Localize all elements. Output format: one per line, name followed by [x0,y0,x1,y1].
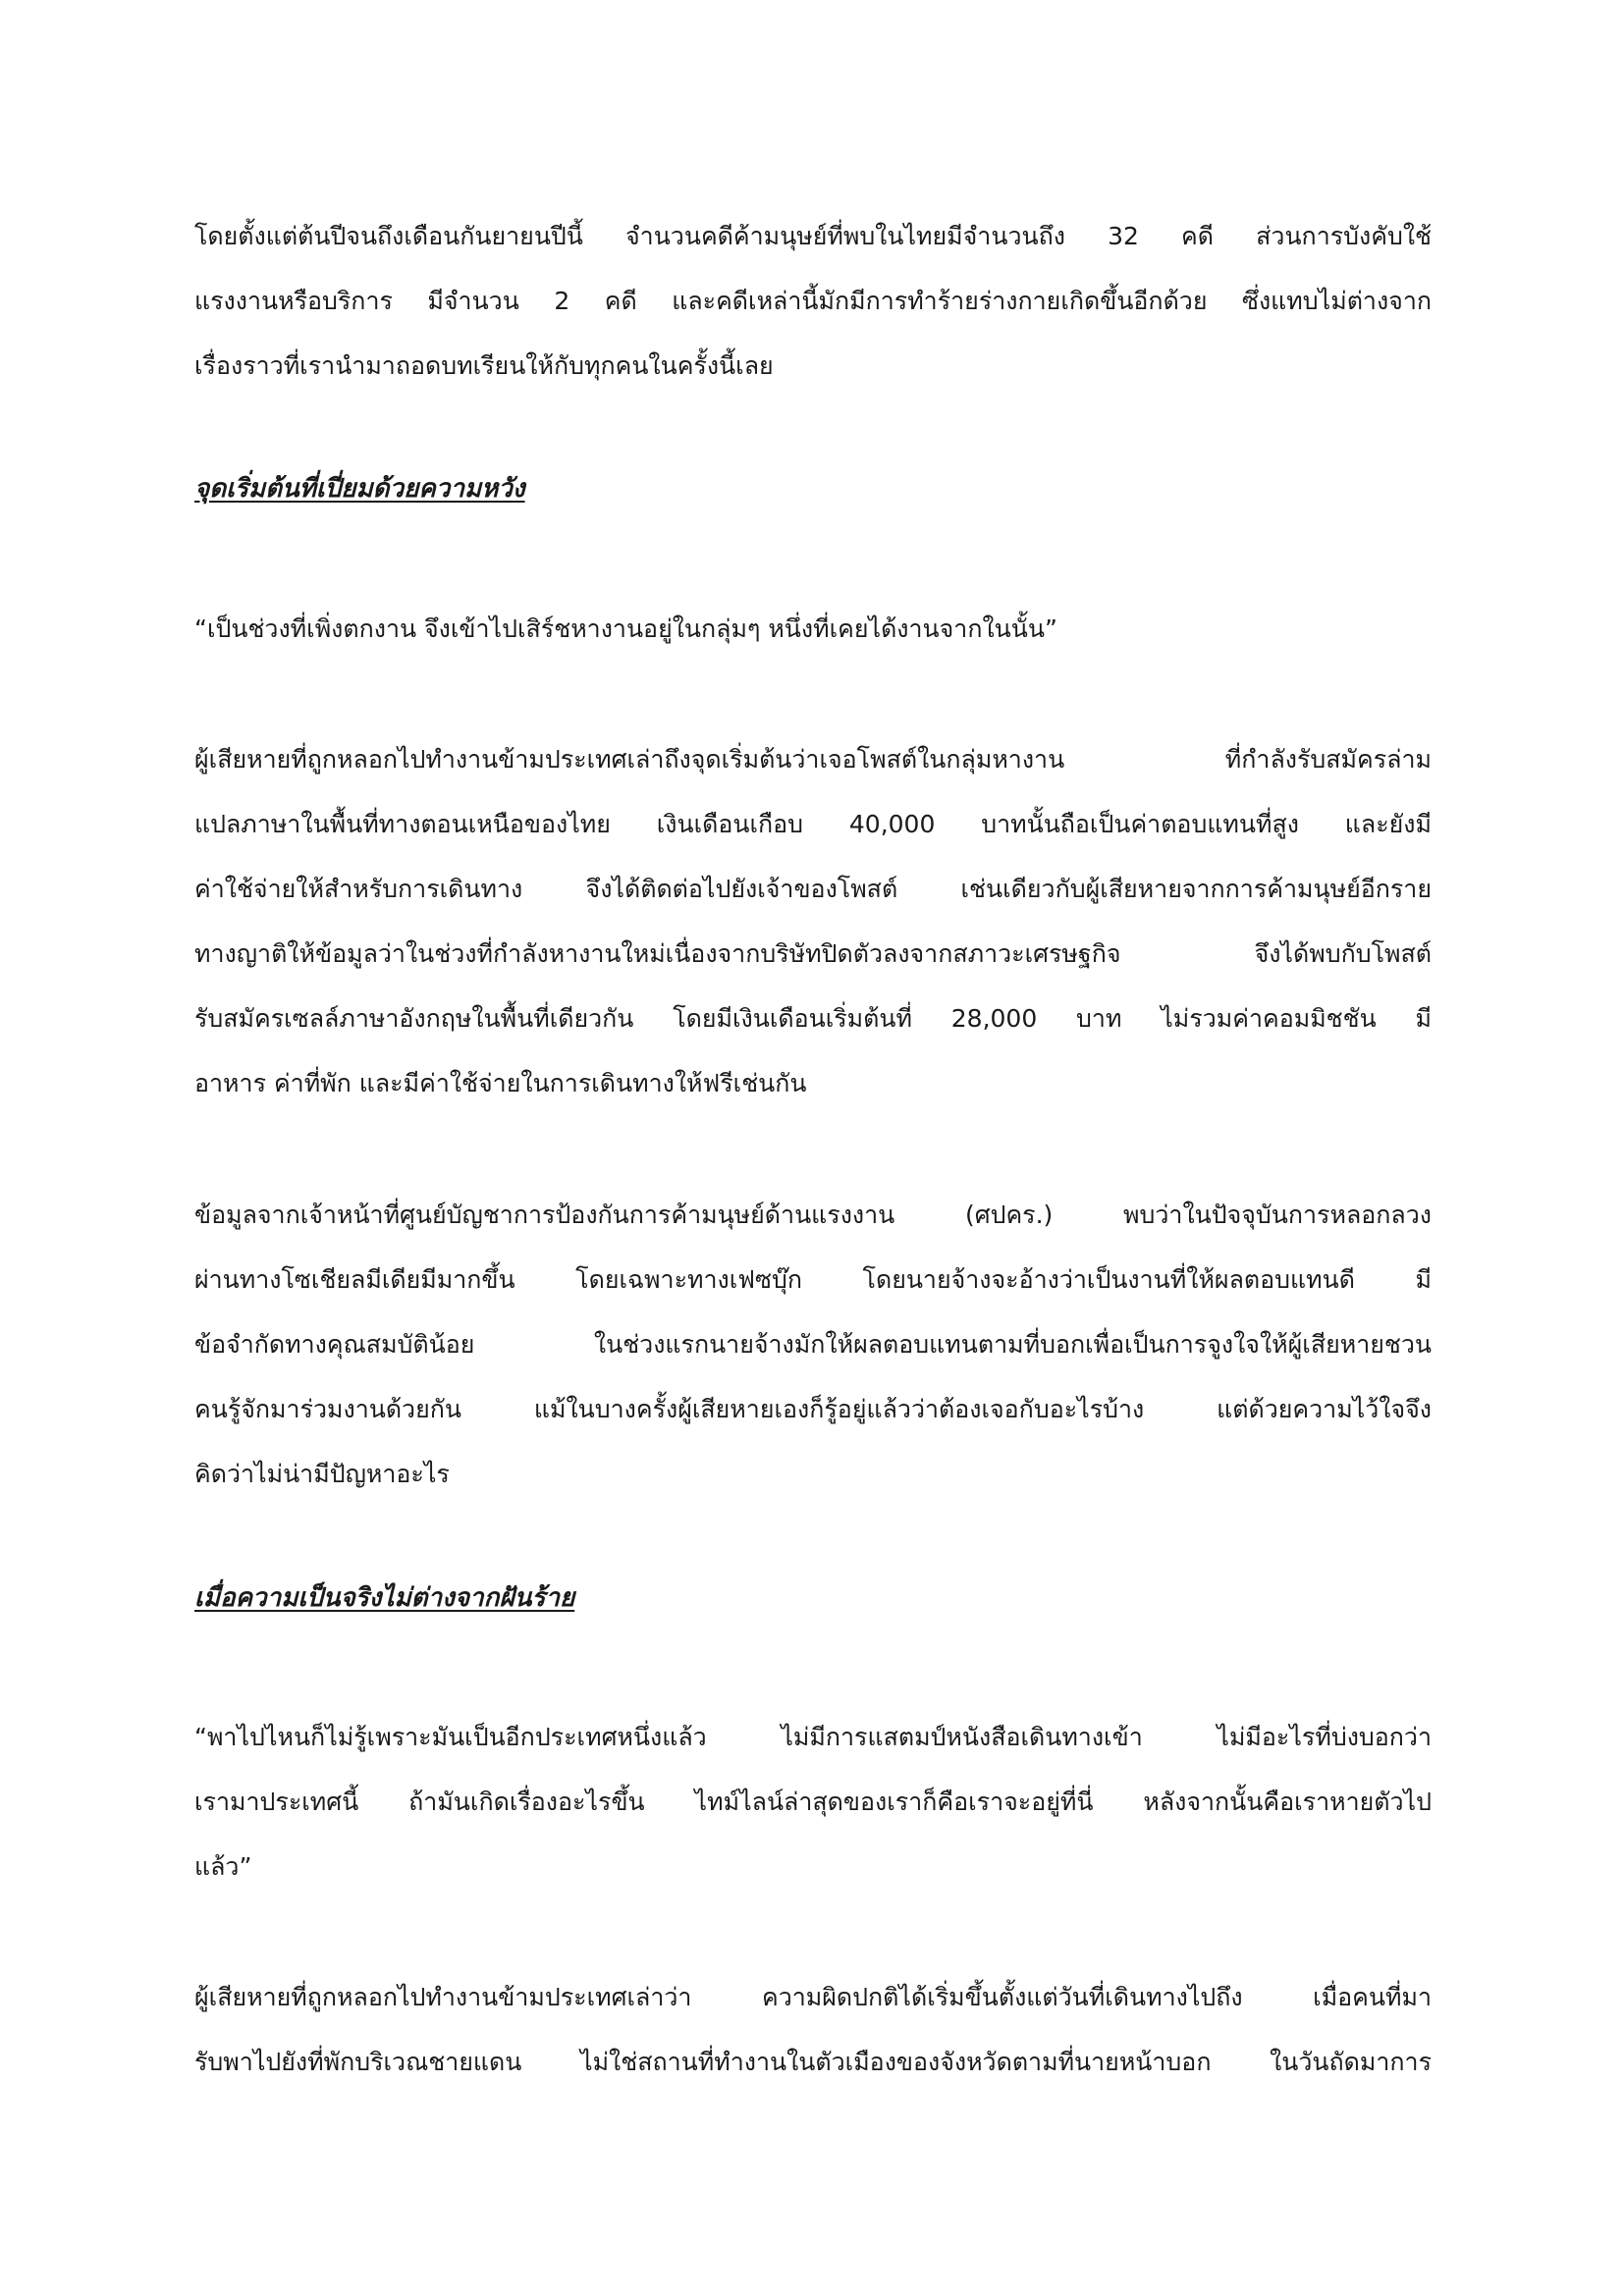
text-line: ค่าใช้จ่ายให้สำหรับการเดินทาง จึงได้ติดต่อไปยังเจ้าของโพสต์ เช่นเดียวกับผู้เสียหายจากการค้ามนุษย์อีกราย [194,875,1432,903]
text-line: แล้ว” [194,1852,252,1881]
text-line: โดยตั้งแต่ต้นปีจนถึงเดือนกันยายนปีนี้ จำนวนคดีค้ามนุษย์ที่พบในไทยมีจำนวนถึง 32 คดี ส่วนการบังคับใช้ [194,222,1432,250]
paragraph-victim-account [194,727,1432,1116]
text-line: ผู้เสียหายที่ถูกหลอกไปทำงานข้ามประเทศเล่าว่า ความผิดปกติได้เริ่มขึ้นตั้งแต่วันที่เดินทางไปถึง เมื่อคนที่มา [194,1983,1432,2011]
text-line: เรามาประเทศนี้ ถ้ามันเกิดเรื่องอะไรขึ้น ไทม์ไลน์ล่าสุดของเราก็คือเราจะอยู่ที่นี่ หลังจากนั้นคือเราหายตัวไป [194,1788,1432,1816]
text-line: ข้อจำกัดทางคุณสมบัติน้อย ในช่วงแรกนายจ้างมักให้ผลตอบแทนตามที่บอกเพื่อเป็นการจูงใจให้ผู้เสียหายชวน [194,1330,1432,1359]
text-line: รับพาไปยังที่พักบริเวณชายแดน ไม่ใช่สถานที่ทำงานในตัวเมืองของจังหวัดตามที่นายหน้าบอก ในวันถัดมาการ [194,2048,1432,2076]
paragraph-arrival-account [194,1965,1432,2095]
text-line: ข้อมูลจากเจ้าหน้าที่ศูนย์บัญชาการป้องกันการค้ามนุษย์ด้านแรงงาน (ศปคร.) พบว่าในปัจจุบันการหลอกลวง [194,1201,1432,1229]
section-heading-nightmare: เมื่อความเป็นจริงไม่ต่างจากฝันร้าย [194,1583,575,1613]
text-line: เรื่องราวที่เรานำมาถอดบทเรียนให้กับทุกคนในครั้งนี้เลย [194,351,774,380]
quote-another-country [194,1705,1432,1899]
text-line: แรงงานหรือบริการ มีจำนวน 2 คดี และคดีเหล่านี้มักมีการทำร้ายร่างกายเกิดขึ้นอีกด้วย ซึ่งแทบไม่ต่างจาก [194,287,1432,315]
text-line: ทางญาติให้ข้อมูลว่าในช่วงที่กำลังหางานใหม่เนื่องจากบริษัทปิดตัวลงจากสภาวะเศรษฐกิจ จึงได้พบกับโพสต์ [194,939,1432,968]
text-line: อาหาร ค่าที่พัก และมีค่าใช้จ่ายในการเดินทางให้ฟรีเช่นกัน [194,1069,807,1097]
paragraph-intro-statistics [194,204,1432,399]
text-line: “เป็นช่วงที่เพิ่งตกงาน จึงเข้าไปเสิร์ชหางานอยู่ในกลุ่มๆ หนึ่งที่เคยได้งานจากในนั้น” [194,614,1057,643]
paragraph-official-information [194,1183,1432,1507]
text-line: คิดว่าไม่น่ามีปัญหาอะไร [194,1460,450,1488]
text-line: รับสมัครเซลล์ภาษาอังกฤษในพื้นที่เดียวกัน โดยมีเงินเดือนเริ่มต้นที่ 28,000 บาท ไม่รวมค่าคอมมิชชัน มี [194,1004,1432,1033]
text-line: ผ่านทางโซเชียลมีเดียมีมากขึ้น โดยเฉพาะทางเฟซบุ๊ก โดยนายจ้างจะอ้างว่าเป็นงานที่ให้ผลตอบแทนดี มี [194,1265,1432,1294]
quote-job-search [194,597,1432,662]
text-line: ผู้เสียหายที่ถูกหลอกไปทำงานข้ามประเทศเล่าถึงจุดเริ่มต้นว่าเจอโพสต์ในกลุ่มหางาน ที่กำลังรับสมัครล่าม [194,745,1432,774]
text-line: “พาไปไหนก็ไม่รู้เพราะมันเป็นอีกประเทศหนึ่งแล้ว ไม่มีการแสตมป์หนังสือเดินทางเข้า ไม่มีอะไรที่บ่งบอกว่า [194,1723,1432,1751]
text-line: แปลภาษาในพื้นที่ทางตอนเหนือของไทย เงินเดือนเกือบ 40,000 บาทนั้นถือเป็นค่าตอบแทนที่สูง และยังมี [194,810,1432,838]
text-line: คนรู้จักมาร่วมงานด้วยกัน แม้ในบางครั้งผู้เสียหายเองก็รู้อยู่แล้วว่าต้องเจอกับอะไรบ้าง แต่ด้วยความไว้ใจจึง [194,1395,1432,1423]
section-heading-hope: จุดเริ่มต้นที่เปี่ยมด้วยความหวัง [194,474,525,504]
